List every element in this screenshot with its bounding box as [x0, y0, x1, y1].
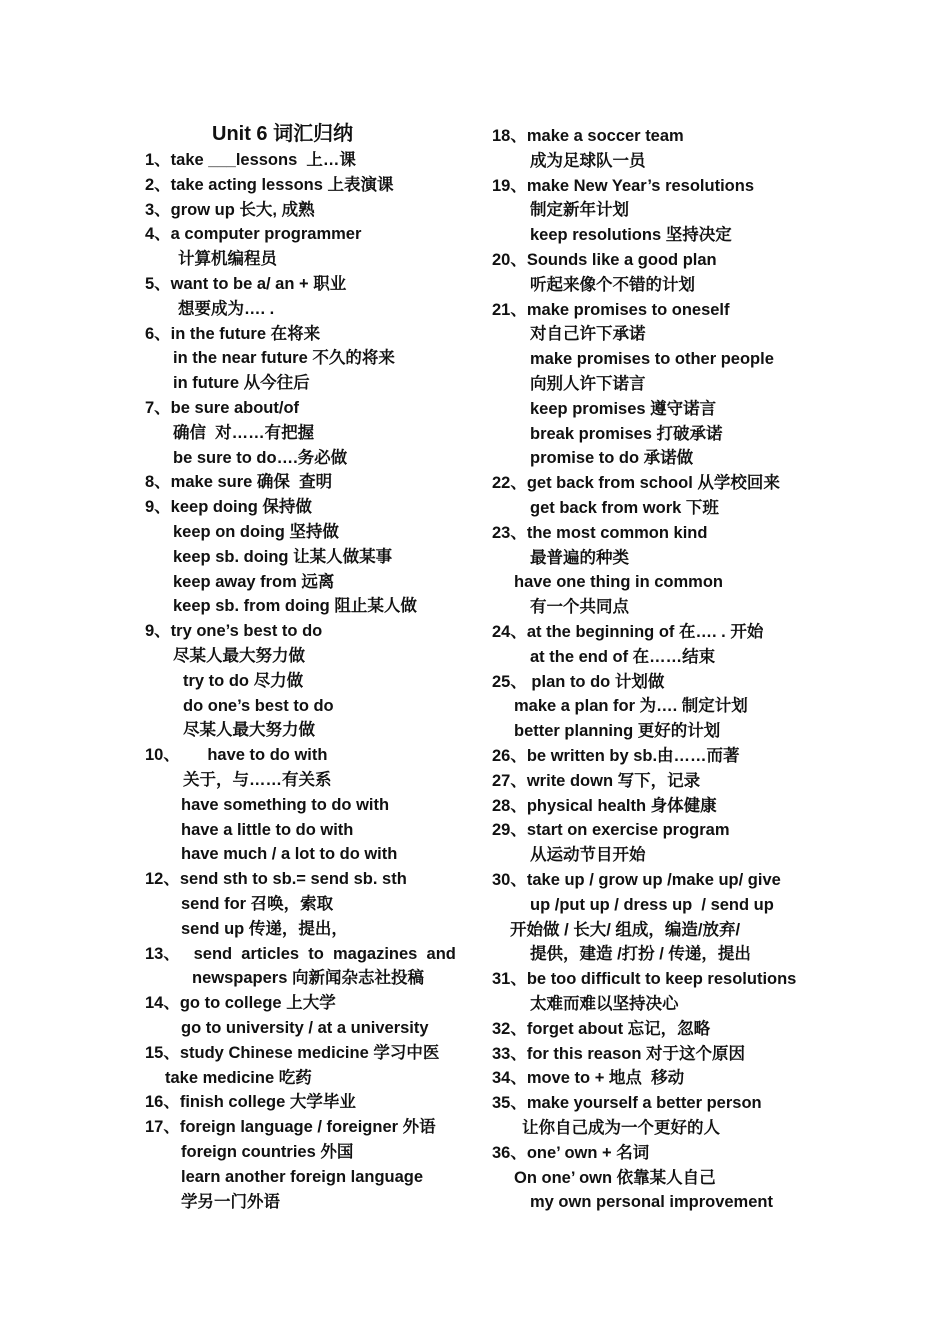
left-vocab-line: be sure to do….务必做 [173, 448, 348, 467]
left-vocab-line: have a little to do with [181, 820, 354, 839]
right-vocab-line: up /put up / dress up / send up [530, 895, 774, 914]
right-vocab-line: 34、move to + 地点 移动 [492, 1069, 685, 1088]
left-vocab-line: have much / a lot to do with [181, 845, 398, 864]
left-vocab-line: keep away from 远离 [173, 572, 335, 591]
left-vocab-line: 9、keep doing 保持做 [145, 498, 312, 517]
left-vocab-line: send for 召唤，索取 [181, 895, 334, 913]
left-vocab-line: 尽某人最大努力做 [183, 721, 315, 740]
right-vocab-line: 31、be too difficult to keep resolutions [492, 970, 797, 989]
left-vocab-line: 15、study Chinese medicine 学习中医 [145, 1043, 440, 1062]
right-vocab-line: 20、Sounds like a good plan [492, 251, 717, 269]
right-vocab-line: 35、make yourself a better person [492, 1094, 762, 1113]
left-vocab-line: 8、make sure 确保 查明 [145, 473, 333, 492]
right-vocab-line: On one’ own 依靠某人自己 [514, 1168, 716, 1187]
right-vocab-line: 21、make promises to oneself [492, 300, 730, 319]
left-vocab-line: learn another foreign language [181, 1167, 424, 1186]
right-vocab-line: 制定新年计划 [530, 201, 629, 220]
right-vocab-line: 18、make a soccer team [492, 127, 684, 145]
right-vocab-line: 27、write down 写下，记录 [492, 771, 701, 790]
right-vocab-line: 成为足球队一员 [530, 151, 646, 170]
right-vocab-line: break promises 打破承诺 [530, 424, 723, 443]
right-vocab-line: 28、physical health 身体健康 [492, 796, 717, 815]
left-vocab-line: 17、foreign language / foreigner 外语 [145, 1118, 436, 1137]
left-vocab-line: take medicine 吃药 [165, 1068, 312, 1087]
left-vocab-line: keep on doing 坚持做 [173, 523, 339, 541]
right-vocab-line: 22、get back from school 从学校回来 [492, 474, 780, 493]
left-vocab-line: 计算机编程员 [178, 250, 277, 269]
right-vocab-line: 25、 plan to do 计划做 [492, 672, 665, 691]
left-vocab-line: try to do 尽力做 [183, 671, 304, 690]
left-vocab-line: 3、grow up 长大, 成熟 [145, 200, 315, 219]
left-vocab-line: send up 传递，提出， [181, 919, 348, 938]
right-vocab-line: promise to do 承诺做 [530, 449, 694, 468]
right-vocab-line: 让你自己成为一个更好的人 [522, 1119, 720, 1137]
right-vocab-line: 29、start on exercise program [492, 821, 730, 840]
right-vocab-line: 33、for this reason 对于这个原因 [492, 1044, 746, 1063]
right-vocab-line: make promises to other people [530, 350, 774, 369]
left-vocab-line: go to university / at a university [181, 1019, 429, 1037]
left-vocab-line: newspapers 向新闻杂志社投稿 [192, 969, 424, 988]
right-vocab-line: keep promises 遵守诺言 [530, 399, 717, 418]
left-vocab-line: 13、 send articles to magazines and [145, 944, 456, 963]
left-vocab-line: in future 从今往后 [173, 374, 310, 393]
right-vocab-line: 最普遍的种类 [530, 548, 629, 567]
left-vocab-line: 16、finish college 大学毕业 [145, 1093, 356, 1112]
left-vocab-line: 9、try one’s best to do [145, 622, 323, 641]
left-vocab-line: do one’s best to do [183, 696, 334, 715]
right-vocab-line: 对自己许下承诺 [530, 325, 646, 344]
left-vocab-line: 关于，与……有关系 [183, 771, 332, 789]
right-vocab-line: get back from work 下班 [530, 499, 719, 517]
left-vocab-line: 7、be sure about/of [145, 399, 300, 417]
right-vocab-line: 32、forget about 忘记，忽略 [492, 1019, 711, 1038]
left-vocab-line: 5、want to be a/ an + 职业 [145, 275, 347, 293]
right-vocab-line: 30、take up / grow up /make up/ give [492, 871, 781, 889]
left-vocab-line: 10、 have to do with [145, 746, 328, 765]
right-vocab-line: 36、one’ own + 名词 [492, 1143, 650, 1162]
right-vocab-line: 19、make New Year’s resolutions [492, 176, 754, 195]
right-vocab-line: 向别人许下诺言 [530, 375, 646, 393]
right-vocab-line: at the end of 在……结束 [530, 647, 716, 666]
left-vocab-line: 想要成为…. . [178, 299, 275, 318]
left-vocab-line: in the near future 不久的将来 [173, 349, 395, 368]
page-title: Unit 6 词汇归纳 [212, 123, 354, 145]
left-vocab-line: 4、a computer programmer [145, 225, 362, 244]
right-vocab-line: 24、at the beginning of 在…. . 开始 [492, 623, 764, 641]
right-vocab-line: 从运动节目开始 [530, 846, 646, 865]
right-vocab-line: 听起来像个不错的计划 [530, 275, 695, 294]
left-vocab-line: 确信 对……有把握 [173, 423, 315, 442]
left-vocab-line: 1、take ___lessons 上…课 [145, 151, 356, 169]
right-vocab-line: 太难而难以坚持决心 [530, 995, 679, 1013]
left-vocab-line: foreign countries 外国 [181, 1143, 354, 1161]
left-vocab-line: 学另一门外语 [181, 1192, 280, 1211]
right-vocab-line: 23、the most common kind [492, 523, 708, 542]
right-vocab-line: 有一个共同点 [530, 598, 629, 617]
right-vocab-line: make a plan for 为…. 制定计划 [514, 697, 748, 716]
left-vocab-line: have something to do with [181, 795, 390, 814]
left-vocab-line: 12、send sth to sb.= send sb. sth [145, 870, 407, 889]
left-vocab-line: 14、go to college 上大学 [145, 994, 336, 1013]
right-vocab-line: keep resolutions 坚持决定 [530, 226, 732, 245]
right-vocab-line: have one thing in common [514, 573, 724, 592]
left-vocab-line: keep sb. from doing 阻止某人做 [173, 597, 417, 616]
right-vocab-line: my own personal improvement [530, 1193, 773, 1212]
right-vocab-line: 提供，建造 /打扮 / 传递，提出 [530, 945, 751, 964]
left-vocab-line: 2、take acting lessons 上表演课 [145, 175, 394, 194]
right-vocab-line: better planning 更好的计划 [514, 722, 721, 741]
left-vocab-line: 6、in the future 在将来 [145, 324, 321, 343]
right-vocab-line: 开始做 / 长大/ 组成，编造/放弃/ [510, 920, 741, 939]
left-vocab-line: keep sb. doing 让某人做某事 [173, 547, 393, 566]
right-vocab-line: 26、be written by sb.由……而著 [492, 747, 740, 765]
left-vocab-line: 尽某人最大努力做 [173, 647, 305, 665]
